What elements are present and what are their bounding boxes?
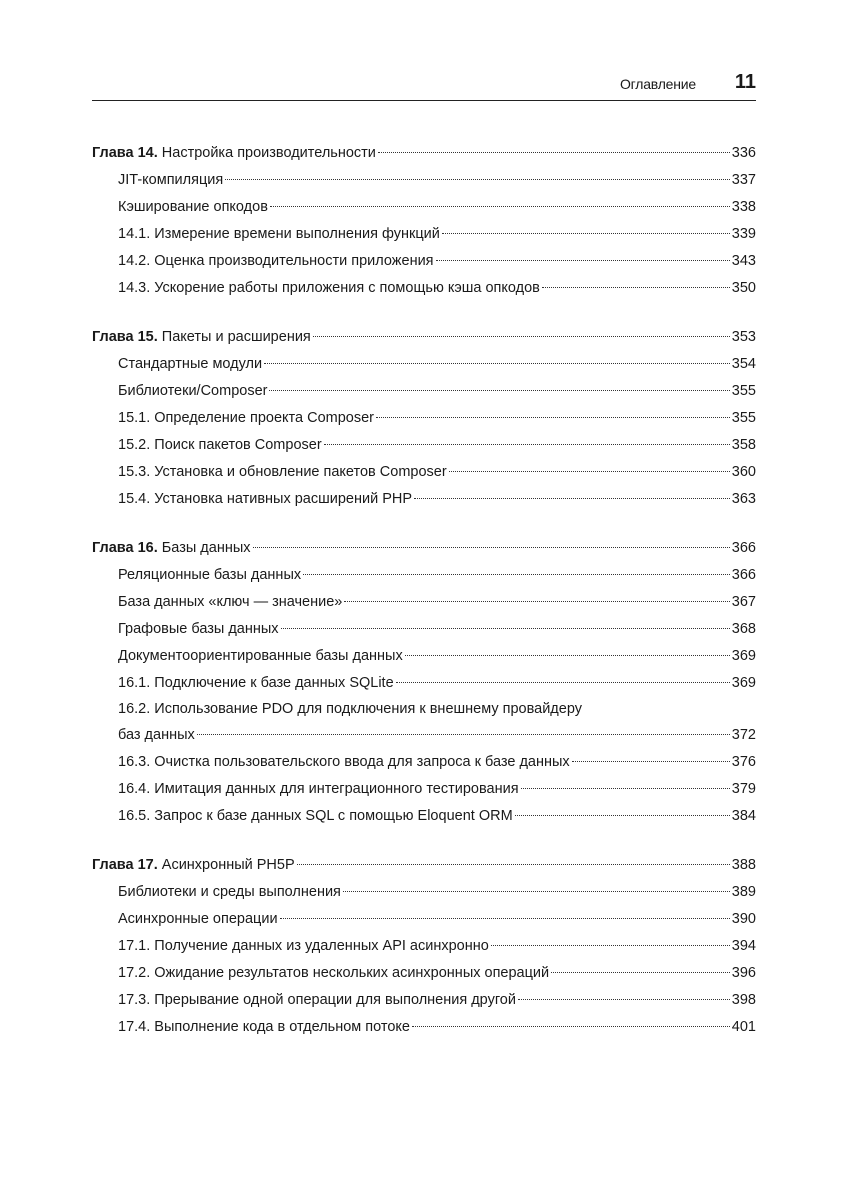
- entry-title: 16.3. Очистка пользовательского ввода для запроса к базе данных: [118, 754, 570, 770]
- table-of-contents: [92, 140, 756, 1063]
- page-ref: 390: [731, 911, 756, 927]
- chapter-entry[interactable]: [92, 535, 756, 562]
- chapter-entry[interactable]: [92, 324, 756, 351]
- page-ref: 398: [731, 992, 756, 1008]
- dot-leader: [376, 417, 730, 418]
- entry-title: Библиотеки/Composer: [118, 383, 268, 399]
- dot-leader: [449, 471, 730, 472]
- chapter-block: [92, 324, 756, 513]
- dot-leader: [521, 788, 730, 789]
- chapter-prefix: Глава 15.: [92, 329, 158, 345]
- page-ref: 379: [731, 781, 756, 797]
- dot-leader: [297, 864, 730, 865]
- toc-entry[interactable]: [92, 960, 756, 987]
- toc-entry[interactable]: [92, 1014, 756, 1041]
- dot-leader: [442, 233, 730, 234]
- running-header: [92, 70, 756, 101]
- page-ref: 366: [731, 567, 756, 583]
- entry-title: 15.1. Определение проекта Composer: [118, 410, 374, 426]
- page-ref: 384: [731, 808, 756, 824]
- entry-title: 14.2. Оценка производительности приложения: [118, 253, 434, 269]
- toc-entry[interactable]: [92, 459, 756, 486]
- page-ref: 343: [731, 253, 756, 269]
- dot-leader: [396, 682, 730, 683]
- entry-title: 17.4. Выполнение кода в отдельном потоке: [118, 1019, 410, 1035]
- page-ref: 372: [731, 727, 756, 743]
- page-ref: 366: [731, 540, 756, 556]
- entry-title: 16.5. Запрос к базе данных SQL с помощью Eloquent ORM: [118, 808, 513, 824]
- dot-leader: [491, 945, 730, 946]
- page-ref: 337: [731, 172, 756, 188]
- dot-leader: [269, 390, 729, 391]
- page-ref: 396: [731, 965, 756, 981]
- toc-entry[interactable]: [92, 987, 756, 1014]
- dot-leader: [378, 152, 730, 153]
- dot-leader: [303, 574, 730, 575]
- toc-entry[interactable]: [92, 722, 756, 749]
- page-ref: 355: [731, 383, 756, 399]
- page-ref: 336: [731, 145, 756, 161]
- entry-title: баз данных: [118, 727, 195, 743]
- entry-title: Библиотеки и среды выполнения: [118, 884, 341, 900]
- section-title: Оглавление: [619, 76, 696, 92]
- toc-entry[interactable]: [92, 906, 756, 933]
- dot-leader: [515, 815, 730, 816]
- page-ref: 360: [731, 464, 756, 480]
- toc-entry[interactable]: [92, 167, 756, 194]
- dot-leader: [197, 734, 730, 735]
- entry-title: Кэширование опкодов: [118, 199, 268, 215]
- entry-title: 15.4. Установка нативных расширений PHP: [118, 491, 413, 507]
- page-ref: 353: [731, 329, 756, 345]
- entry-title: 17.3. Прерывание одной операции для выполнения другой: [118, 992, 516, 1008]
- toc-entry-text-line: 16.2. Использование PDO для подключения к внешнему провайдеру: [118, 701, 582, 717]
- entry-title: Документоориентированные базы данных: [118, 648, 403, 664]
- toc-entry[interactable]: [92, 616, 756, 643]
- toc-entry[interactable]: [92, 378, 756, 405]
- dot-leader: [414, 498, 730, 499]
- page-ref: 367: [731, 594, 756, 610]
- page-number: 11: [734, 71, 756, 93]
- entry-title: Стандартные модули: [118, 356, 263, 372]
- chapter-block: [92, 535, 756, 830]
- chapter-title: Базы данных: [161, 540, 251, 556]
- page-ref: 338: [731, 199, 756, 215]
- toc-entry[interactable]: [92, 221, 756, 248]
- chapter-block: [92, 852, 756, 1041]
- page-ref: 350: [731, 280, 756, 296]
- dot-leader: [343, 891, 730, 892]
- entry-title: Реляционные базы данных: [118, 567, 302, 583]
- page-ref: 376: [731, 754, 756, 770]
- chapter-title: Асинхронный PH5P: [161, 857, 295, 873]
- toc-entry[interactable]: [92, 749, 756, 776]
- chapter-prefix: Глава 14.: [92, 145, 158, 161]
- toc-entry[interactable]: [92, 432, 756, 459]
- chapter-label: [92, 535, 251, 562]
- toc-entry[interactable]: [92, 562, 756, 589]
- dot-leader: [281, 628, 730, 629]
- dot-leader: [344, 601, 729, 602]
- toc-entry[interactable]: [92, 194, 756, 221]
- chapter-prefix: Глава 16.: [92, 540, 158, 556]
- toc-entry[interactable]: [92, 405, 756, 432]
- dot-leader: [405, 655, 730, 656]
- toc-entry[interactable]: [92, 275, 756, 302]
- page-ref: 358: [731, 437, 756, 453]
- page-ref: 339: [731, 226, 756, 242]
- dot-leader: [412, 1026, 730, 1027]
- toc-entry[interactable]: [92, 589, 756, 616]
- dot-leader: [436, 260, 730, 261]
- dot-leader: [225, 179, 730, 180]
- entry-title: 15.2. Поиск пакетов Composer: [118, 437, 322, 453]
- dot-leader: [572, 761, 730, 762]
- chapter-entry[interactable]: [92, 852, 756, 879]
- page-ref: 354: [731, 356, 756, 372]
- toc-entry[interactable]: [92, 933, 756, 960]
- dot-leader: [551, 972, 730, 973]
- chapter-block: [92, 140, 756, 302]
- toc-entry[interactable]: [92, 351, 756, 378]
- toc-entry[interactable]: [92, 643, 756, 670]
- chapter-title: Настройка производительности: [161, 145, 376, 161]
- entry-title: 16.4. Имитация данных для интеграционного тестирования: [118, 781, 519, 797]
- entry-title: 16.1. Подключение к базе данных SQLite: [118, 675, 394, 691]
- dot-leader: [264, 363, 730, 364]
- page-ref: 369: [731, 648, 756, 664]
- dot-leader: [253, 547, 730, 548]
- page-ref: 369: [731, 675, 756, 691]
- chapter-label: [92, 852, 295, 879]
- chapter-label: [92, 324, 311, 351]
- entry-title: 14.3. Ускорение работы приложения с помощью кэша опкодов: [118, 280, 540, 296]
- dot-leader: [324, 444, 730, 445]
- page-ref: 388: [731, 857, 756, 873]
- dot-leader: [542, 287, 730, 288]
- entry-title: Асинхронные операции: [118, 911, 278, 927]
- entry-title: 14.1. Измерение времени выполнения функций: [118, 226, 440, 242]
- toc-entry[interactable]: [92, 803, 756, 830]
- page-ref: 368: [731, 621, 756, 637]
- toc-entry[interactable]: [92, 879, 756, 906]
- page-ref: 363: [731, 491, 756, 507]
- entry-title: Графовые базы данных: [118, 621, 279, 637]
- dot-leader: [313, 336, 730, 337]
- chapter-prefix: Глава 17.: [92, 857, 158, 873]
- page-ref: 389: [731, 884, 756, 900]
- chapter-label: [92, 140, 376, 167]
- entry-title: JIT-компиляция: [118, 172, 224, 188]
- entry-title: База данных «ключ — значение»: [118, 594, 343, 610]
- entry-title: 17.1. Получение данных из удаленных API асинхронно: [118, 938, 489, 954]
- entry-title: 17.2. Ожидание результатов нескольких асинхронных операций: [118, 965, 550, 981]
- dot-leader: [518, 999, 730, 1000]
- dot-leader: [270, 206, 730, 207]
- entry-title: 15.3. Установка и обновление пакетов Composer: [118, 464, 447, 480]
- toc-entry[interactable]: [92, 776, 756, 803]
- chapter-entry[interactable]: [92, 140, 756, 167]
- page-ref: 355: [731, 410, 756, 426]
- toc-entry[interactable]: [92, 248, 756, 275]
- page-ref: 394: [731, 938, 756, 954]
- dot-leader: [280, 918, 730, 919]
- page-ref: 401: [731, 1019, 756, 1035]
- toc-entry[interactable]: [92, 670, 756, 697]
- toc-entry[interactable]: [92, 486, 756, 513]
- chapter-title: Пакеты и расширения: [161, 329, 311, 345]
